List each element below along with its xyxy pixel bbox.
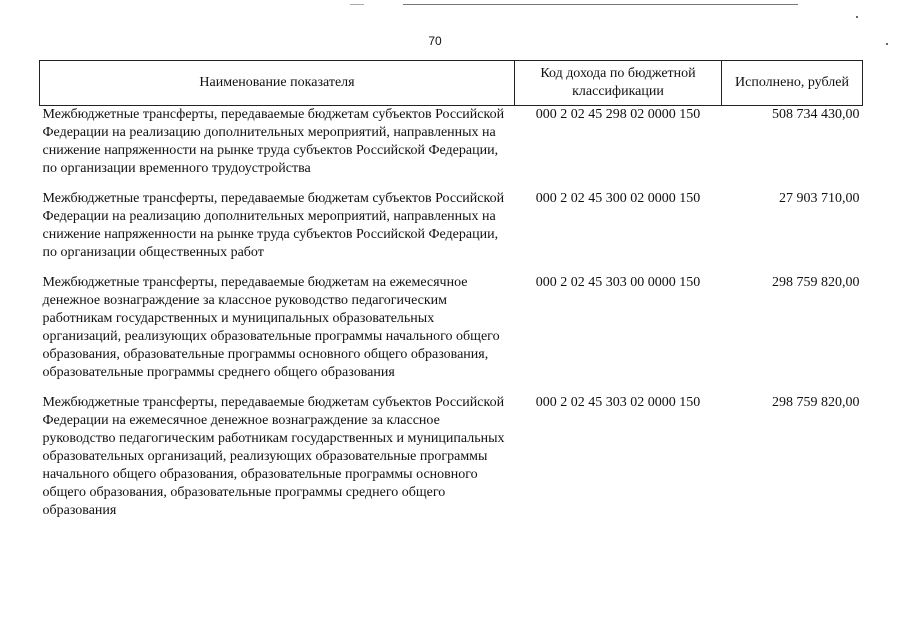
- table-header-row: [40, 61, 863, 106]
- row-indicator-name: Межбюджетные трансферты, передаваемые бюджетам субъектов Российской Федерации на реализацию дополнительных мероприятий, направленных на снижение напряженности на рынке труда субъектов Российской Федерации, по организации временного трудоустройства: [42, 107, 505, 176]
- table-row: [40, 190, 863, 274]
- row-indicator-name: Межбюджетные трансферты, передаваемые бюджетам субъектов Российской Федерации на ежемесячное денежное вознаграждение за классное руководство педагогическим работникам государственных и муниципальных образовательных организаций, реализующих образовательные программы начального общего образования, образовательные программы основного общего образования, образовательные программы среднего общего образования: [42, 395, 505, 518]
- revenue-table: [39, 60, 863, 520]
- table-row: [40, 394, 863, 520]
- page-number: 70: [428, 34, 442, 48]
- scan-rule: [403, 4, 798, 5]
- row-revenue-code: 000 2 02 45 298 02 0000 150: [535, 107, 701, 122]
- row-indicator-name: Межбюджетные трансферты, передаваемые бюджетам на ежемесячное денежное вознаграждение за классное руководство педагогическим работникам государственных и муниципальных образовательных организаций, реализующих образовательные программы начального общего образования, образовательные программы основного общего образования, образовательные программы среднего общего образования: [42, 275, 500, 380]
- scan-speck: [886, 43, 888, 45]
- row-revenue-code: 000 2 02 45 303 02 0000 150: [535, 395, 701, 410]
- header-indicator-name: Наименование показателя: [40, 61, 515, 106]
- scan-rule-short: [350, 4, 364, 5]
- row-executed-amount: 27 903 710,00: [779, 191, 860, 206]
- header-revenue-code: Код дохода по бюджетной классификации: [515, 61, 722, 106]
- row-indicator-name: Межбюджетные трансферты, передаваемые бюджетам субъектов Российской Федерации на реализацию дополнительных мероприятий, направленных на снижение напряженности на рынке труда субъектов Российской Федерации, по организации общественных работ: [42, 191, 505, 260]
- scan-speck: [856, 16, 858, 18]
- row-executed-amount: 298 759 820,00: [772, 275, 860, 290]
- row-executed-amount: 508 734 430,00: [772, 107, 860, 122]
- table-row: [40, 274, 863, 394]
- table-row: [40, 106, 863, 191]
- row-revenue-code: 000 2 02 45 300 02 0000 150: [535, 191, 701, 206]
- row-executed-amount: 298 759 820,00: [772, 395, 860, 410]
- row-revenue-code: 000 2 02 45 303 00 0000 150: [535, 275, 701, 290]
- header-executed-amount: Исполнено, рублей: [722, 61, 863, 106]
